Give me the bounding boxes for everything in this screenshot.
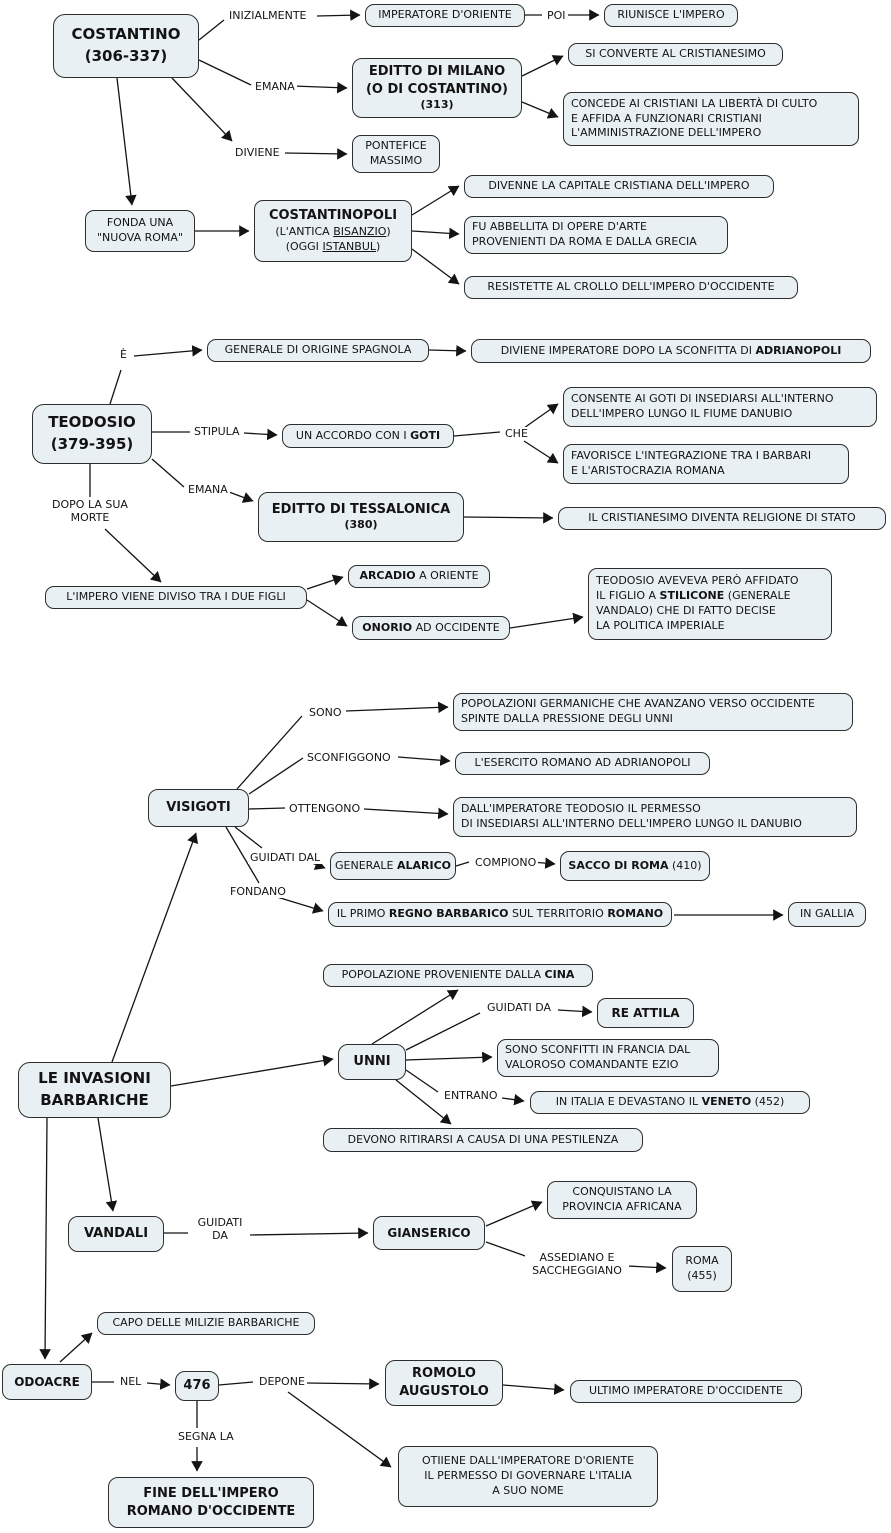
node-accordo-goti[interactable] bbox=[282, 424, 454, 448]
node-editto-tessalonica[interactable] bbox=[258, 492, 464, 542]
edge-label-guidati-dal: GUIDATI DAL bbox=[250, 851, 321, 864]
edge-line bbox=[172, 78, 232, 141]
edge-line bbox=[522, 102, 558, 117]
node-conquistano-africa[interactable] bbox=[547, 1181, 697, 1219]
text-line bbox=[275, 225, 390, 240]
edge-line bbox=[249, 758, 303, 794]
text-line: SONO SCONFITTI IN FRANCIA DAL bbox=[505, 1043, 691, 1057]
text-line bbox=[556, 1095, 785, 1110]
text-line: E AFFIDA A FUNZIONARI CRISTIANI bbox=[571, 111, 762, 125]
edge-line bbox=[412, 186, 459, 215]
edge-line bbox=[627, 1266, 666, 1268]
text-line: PONTEFICE bbox=[365, 139, 427, 153]
edge-line bbox=[105, 529, 161, 582]
text-line: EDITTO DI TESSALONICA bbox=[271, 501, 451, 517]
text-line: (O DI COSTANTINO) bbox=[365, 81, 508, 97]
edge-line bbox=[502, 1098, 524, 1101]
edge-line bbox=[98, 1118, 113, 1211]
text-line: VALOROSO COMANDANTE EZIO bbox=[505, 1058, 679, 1071]
edge-line bbox=[171, 1059, 333, 1086]
text-line: GIANSERICO bbox=[387, 1225, 471, 1240]
node-divenne-capitale[interactable] bbox=[464, 175, 774, 198]
edge-label-ottengono: OTTENGONO bbox=[289, 802, 361, 815]
text-line: ULTIMO IMPERATORE D'OCCIDENTE bbox=[588, 1384, 783, 1398]
node-popolazioni-germaniche[interactable] bbox=[453, 693, 853, 731]
text-part: DIVIENE IMPERATORE DOPO LA SCONFITTA DI bbox=[500, 343, 756, 357]
text-line: (455) bbox=[687, 1269, 717, 1282]
edge-label-assediano-saccheggiano bbox=[525, 1251, 629, 1277]
text-line bbox=[359, 569, 478, 584]
node-devastano-veneto[interactable] bbox=[530, 1091, 810, 1114]
node-gianserico[interactable] bbox=[373, 1216, 485, 1250]
edge-line bbox=[346, 707, 448, 711]
text-line: PROVINCIA AFRICANA bbox=[562, 1200, 682, 1213]
edge-line bbox=[406, 1070, 438, 1092]
edge-line bbox=[307, 600, 347, 626]
edge-line bbox=[110, 370, 121, 404]
text-part-underline: ISTANBUL bbox=[322, 239, 377, 253]
edge-line bbox=[456, 862, 469, 866]
node-ottiene-permesso[interactable] bbox=[398, 1446, 658, 1507]
text-line: FU ABBELLITA DI OPERE D'ARTE bbox=[472, 220, 647, 234]
text-line: PROVENIENTI DA ROMA E DALLA GRECIA bbox=[472, 235, 697, 248]
node-resistette-crollo[interactable] bbox=[464, 276, 798, 299]
edge-line bbox=[524, 404, 558, 428]
text-line: E L'ARISTOCRAZIA ROMANA bbox=[571, 464, 725, 477]
text-part: (L'ANTICA bbox=[275, 224, 334, 238]
node-capo-milizie[interactable] bbox=[97, 1312, 315, 1335]
edge-line bbox=[229, 492, 253, 501]
node-fu-abbellita[interactable] bbox=[464, 216, 728, 254]
edge-line bbox=[524, 441, 558, 463]
text-line: LA POLITICA IMPERIALE bbox=[596, 618, 725, 632]
text-line: LE INVASIONI bbox=[38, 1069, 151, 1088]
text-line: FINE DELL'IMPERO bbox=[143, 1485, 279, 1501]
node-roma-455[interactable] bbox=[672, 1246, 732, 1292]
text-part-bold: REGNO BARBARICO bbox=[388, 907, 509, 921]
text-line: DI INSEDIARSI ALL'INTERNO DELL'IMPERO LUNGO IL DANUBIO bbox=[461, 817, 802, 830]
edge-line bbox=[429, 350, 466, 351]
text-part: (GENERALE bbox=[724, 589, 791, 603]
text-line: IN GALLIA bbox=[799, 907, 855, 921]
node-visigoti[interactable] bbox=[148, 789, 249, 827]
edge-label-depone: DEPONE bbox=[259, 1375, 305, 1388]
edge-label-inizialmente: INIZIALMENTE bbox=[229, 9, 307, 22]
node-editto-milano[interactable] bbox=[352, 58, 522, 118]
text-part: POPOLAZIONE PROVENIENTE DALLA bbox=[341, 968, 545, 982]
node-ultimo-imperatore[interactable] bbox=[570, 1380, 802, 1403]
text-line: ROMANO D'OCCIDENTE bbox=[126, 1503, 296, 1519]
edge-label-guidati-da-vandali bbox=[190, 1216, 250, 1242]
text-line bbox=[286, 240, 381, 255]
edge-label-stipula: STIPULA bbox=[194, 425, 240, 438]
text-line: RESISTETTE AL CROLLO DELL'IMPERO D'OCCIDENTE bbox=[487, 280, 775, 294]
edge-line bbox=[199, 20, 224, 40]
text-line: DALL'IMPERATORE TEODOSIO IL PERMESSO bbox=[461, 802, 701, 816]
text-line: TEODOSIO bbox=[48, 413, 136, 432]
text-part: IL PRIMO bbox=[336, 907, 389, 921]
text-part-bold: STILICONE bbox=[659, 589, 725, 603]
node-invasioni-barbariche[interactable] bbox=[18, 1062, 171, 1118]
node-pontefice-massimo[interactable] bbox=[352, 135, 440, 173]
text-part: ) bbox=[386, 224, 391, 238]
text-part-bold: ADRIANOPOLI bbox=[755, 343, 842, 357]
edge-line bbox=[249, 808, 285, 809]
edge-line bbox=[406, 1057, 492, 1060]
node-stilicone[interactable] bbox=[588, 568, 832, 640]
text-line: A SUO NOME bbox=[492, 1483, 564, 1497]
text-line: CONQUISTANO LA bbox=[572, 1185, 672, 1199]
edge-label-dopo-la-sua-morte bbox=[48, 498, 132, 524]
text-line: COSTANTINO bbox=[71, 25, 181, 44]
node-vandali[interactable] bbox=[68, 1216, 164, 1252]
text-line: DOPO LA SUA bbox=[52, 498, 128, 511]
text-part: (OGGI bbox=[285, 239, 323, 253]
text-line: SI CONVERTE AL CRISTIANESIMO bbox=[585, 47, 766, 61]
text-part: IL FIGLIO A bbox=[596, 589, 660, 603]
edge-line bbox=[117, 78, 132, 205]
text-line: VANDALO) CHE DI FATTO DECISE bbox=[596, 604, 776, 617]
text-part: ) bbox=[376, 239, 381, 253]
text-line: DELL'IMPERO LUNGO IL FIUME DANUBIO bbox=[571, 407, 793, 420]
text-part: GENERALE bbox=[335, 858, 397, 872]
text-line: "NUOVA ROMA" bbox=[96, 231, 184, 244]
edge-line bbox=[285, 153, 347, 154]
node-generale-spagnola[interactable] bbox=[207, 339, 429, 362]
text-part-bold: SACCO DI ROMA bbox=[568, 858, 669, 872]
edge-line bbox=[372, 990, 458, 1044]
text-line: L'IMPERO VIENE DIVISO TRA I DUE FIGLI bbox=[66, 590, 286, 604]
text-part-bold: VENETO bbox=[701, 1095, 752, 1109]
text-line: (313) bbox=[420, 98, 454, 112]
text-part: A ORIENTE bbox=[415, 569, 479, 583]
text-line: VISIGOTI bbox=[166, 800, 231, 816]
node-cristianesimo-religione-stato[interactable] bbox=[558, 507, 886, 530]
node-favorisce-integrazione[interactable] bbox=[563, 444, 849, 484]
edge-line bbox=[454, 432, 500, 436]
node-sconfitti-da-ezio[interactable] bbox=[497, 1039, 719, 1077]
text-line: BARBARICHE bbox=[40, 1091, 149, 1109]
node-unni[interactable] bbox=[338, 1044, 406, 1080]
text-line: OTIIENE DALL'IMPERATORE D'ORIENTE bbox=[421, 1454, 635, 1468]
edge-label-poi: POI bbox=[547, 9, 566, 22]
text-line: UNNI bbox=[353, 1054, 391, 1070]
text-line: RIUNISCE L'IMPERO bbox=[617, 8, 725, 22]
node-riunisce-impero[interactable] bbox=[604, 4, 738, 27]
edge-line bbox=[364, 809, 448, 814]
text-line bbox=[501, 344, 842, 359]
text-line: GUIDATI bbox=[197, 1216, 243, 1229]
text-part: (452) bbox=[751, 1095, 785, 1109]
text-part: AD OCCIDENTE bbox=[412, 620, 500, 634]
node-476[interactable] bbox=[175, 1371, 219, 1401]
text-part-bold: ALARICO bbox=[396, 858, 451, 872]
edge-line bbox=[288, 1392, 391, 1467]
node-arcadio[interactable] bbox=[348, 565, 490, 588]
text-part-bold: ARCADIO bbox=[359, 569, 416, 583]
edge-label-sconfiggono: SCONFIGGONO bbox=[307, 751, 391, 764]
node-consente-goti[interactable] bbox=[563, 387, 877, 427]
node-concede-liberta-culto[interactable] bbox=[563, 92, 859, 146]
edge-line bbox=[398, 757, 450, 761]
edge-line bbox=[486, 1242, 528, 1257]
text-line: IL CRISTIANESIMO DIVENTA RELIGIONE DI STATO bbox=[588, 511, 856, 525]
text-line: MASSIMO bbox=[369, 154, 423, 167]
edge-line bbox=[152, 459, 184, 487]
edge-line bbox=[60, 1333, 92, 1362]
node-permesso-insediarsi[interactable] bbox=[453, 797, 857, 837]
text-line: MORTE bbox=[70, 511, 110, 525]
node-onorio[interactable] bbox=[352, 616, 510, 640]
text-line: ODOACRE bbox=[14, 1374, 80, 1389]
node-teodosio[interactable] bbox=[32, 404, 152, 464]
text-line: RE ATTILA bbox=[611, 1005, 680, 1020]
text-line: (306-337) bbox=[84, 47, 168, 65]
edge-label-entrano: ENTRANO bbox=[444, 1089, 498, 1102]
text-line: CAPO DELLE MILIZIE BARBARICHE bbox=[112, 1316, 300, 1330]
edge-line bbox=[219, 1382, 253, 1385]
text-line: COSTANTINOPOLI bbox=[268, 208, 398, 224]
node-ritirarsi-pestilenza[interactable] bbox=[323, 1128, 643, 1152]
edge-line bbox=[235, 827, 262, 848]
node-romolo-augustolo[interactable] bbox=[385, 1360, 503, 1406]
node-in-gallia[interactable] bbox=[788, 902, 866, 927]
edge-line bbox=[486, 1202, 542, 1226]
text-line bbox=[337, 907, 663, 922]
edge-line bbox=[112, 833, 196, 1062]
edge-line bbox=[503, 1385, 564, 1390]
edge-line bbox=[237, 716, 302, 789]
edge-line bbox=[293, 86, 347, 88]
node-sacco-di-roma[interactable] bbox=[560, 851, 710, 881]
edge-line bbox=[522, 56, 563, 76]
text-line: EDITTO DI MILANO bbox=[368, 64, 506, 80]
text-line: ROMA bbox=[685, 1254, 719, 1268]
edge-label-e: È bbox=[120, 348, 127, 361]
text-part: (410) bbox=[668, 858, 702, 872]
node-generale-alarico[interactable] bbox=[330, 852, 456, 880]
node-diviene-imperatore-adrianopoli[interactable] bbox=[471, 339, 871, 363]
text-part-underline: BISANZIO bbox=[333, 224, 387, 238]
edge-label-diviene: DIVIENE bbox=[235, 146, 280, 159]
edge-line bbox=[134, 350, 202, 356]
text-line: SACCHEGGIANO bbox=[532, 1264, 622, 1278]
edge-line bbox=[277, 897, 323, 911]
edge-label-fondano: FONDANO bbox=[230, 885, 286, 898]
text-line: SPINTE DALLA PRESSIONE DEGLI UNNI bbox=[461, 712, 673, 725]
node-impero-diviso[interactable] bbox=[45, 586, 307, 609]
node-regno-barbarico[interactable] bbox=[328, 902, 672, 927]
edge-label-guidati-da: GUIDATI DA bbox=[487, 1001, 552, 1014]
text-line: L'AMMINISTRAZIONE DELL'IMPERO bbox=[571, 126, 762, 140]
text-line: ASSEDIANO E bbox=[539, 1251, 615, 1264]
text-line bbox=[362, 621, 499, 636]
node-fonda-nuova-roma[interactable] bbox=[85, 210, 195, 252]
edge-label-nel: NEL bbox=[120, 1375, 142, 1388]
edge-label-emana-2: EMANA bbox=[188, 483, 228, 496]
text-line: VANDALI bbox=[83, 1226, 149, 1242]
text-line bbox=[335, 859, 451, 874]
text-line: GENERALE DI ORIGINE SPAGNOLA bbox=[224, 343, 412, 357]
edge-line bbox=[412, 249, 459, 284]
edge-line bbox=[558, 1010, 592, 1012]
text-part-bold: CINA bbox=[544, 968, 575, 982]
text-line: CONSENTE AI GOTI DI INSEDIARSI ALL'INTERNO bbox=[571, 392, 834, 406]
node-fine-impero[interactable] bbox=[108, 1477, 314, 1528]
edge-line bbox=[510, 617, 583, 628]
edge-line bbox=[306, 1383, 379, 1384]
edge-line bbox=[244, 433, 277, 435]
text-line: IL PERMESSO DI GOVERNARE L'ITALIA bbox=[424, 1469, 632, 1483]
text-line bbox=[596, 589, 791, 604]
edge-label-compiono: COMPIONO bbox=[475, 856, 537, 869]
text-part: IN ITALIA E DEVASTANO IL bbox=[555, 1095, 702, 1109]
edge-label-che: CHE bbox=[505, 427, 528, 440]
text-line: DIVENNE LA CAPITALE CRISTIANA DELL'IMPERO bbox=[488, 179, 750, 193]
text-part-bold: ROMANO bbox=[607, 907, 664, 921]
edge-line bbox=[412, 231, 459, 234]
text-line: (380) bbox=[344, 518, 378, 532]
text-line: AUGUSTOLO bbox=[399, 1384, 489, 1399]
edge-line bbox=[45, 1118, 47, 1359]
text-line: TEODOSIO AVEVEVA PERÒ AFFIDATO bbox=[596, 574, 799, 588]
edge-line bbox=[406, 1013, 480, 1050]
edge-label-sono: SONO bbox=[309, 706, 342, 719]
text-line bbox=[296, 429, 440, 444]
edge-line bbox=[317, 15, 360, 16]
text-line bbox=[568, 859, 701, 874]
edge-label-segna-la: SEGNA LA bbox=[178, 1430, 234, 1443]
node-popolazione-cina[interactable] bbox=[323, 964, 593, 987]
text-part-bold: GOTI bbox=[410, 428, 441, 442]
edge-label-emana-1: EMANA bbox=[255, 80, 295, 93]
node-esercito-romano[interactable] bbox=[455, 752, 710, 775]
text-line: DA bbox=[212, 1229, 228, 1243]
text-line: IMPERATORE D'ORIENTE bbox=[378, 8, 512, 22]
text-line: (379-395) bbox=[50, 435, 134, 453]
text-line: CONCEDE AI CRISTIANI LA LIBERTÀ DI CULTO bbox=[571, 96, 818, 110]
text-line: POPOLAZIONI GERMANICHE CHE AVANZANO VERSO OCCIDENTE bbox=[461, 697, 815, 711]
node-costantinopoli[interactable] bbox=[254, 200, 412, 262]
text-part-bold: ONORIO bbox=[362, 620, 413, 634]
text-part: UN ACCORDO CON I bbox=[295, 428, 411, 442]
node-costantino[interactable] bbox=[53, 14, 199, 78]
text-line: 476 bbox=[183, 1378, 211, 1394]
edge-line bbox=[464, 517, 553, 518]
node-odoacre[interactable] bbox=[2, 1364, 92, 1400]
edge-line bbox=[147, 1383, 170, 1385]
node-re-attila[interactable] bbox=[597, 998, 694, 1028]
text-line: FAVORISCE L'INTEGRAZIONE TRA I BARBARI bbox=[571, 449, 812, 463]
text-line: FONDA UNA bbox=[106, 216, 174, 230]
edge-line bbox=[249, 1233, 368, 1235]
text-line: DEVONO RITIRARSI A CAUSA DI UNA PESTILENZA bbox=[347, 1132, 619, 1146]
edge-line bbox=[307, 577, 343, 589]
text-line bbox=[342, 968, 575, 983]
text-line: L'ESERCITO ROMANO AD ADRIANOPOLI bbox=[474, 756, 691, 770]
node-si-converte[interactable] bbox=[568, 43, 783, 66]
node-imperatore-oriente[interactable] bbox=[365, 4, 525, 27]
text-part: SUL TERRITORIO bbox=[508, 907, 608, 921]
text-line: ROMOLO bbox=[412, 1366, 476, 1382]
edge-line bbox=[199, 60, 251, 85]
